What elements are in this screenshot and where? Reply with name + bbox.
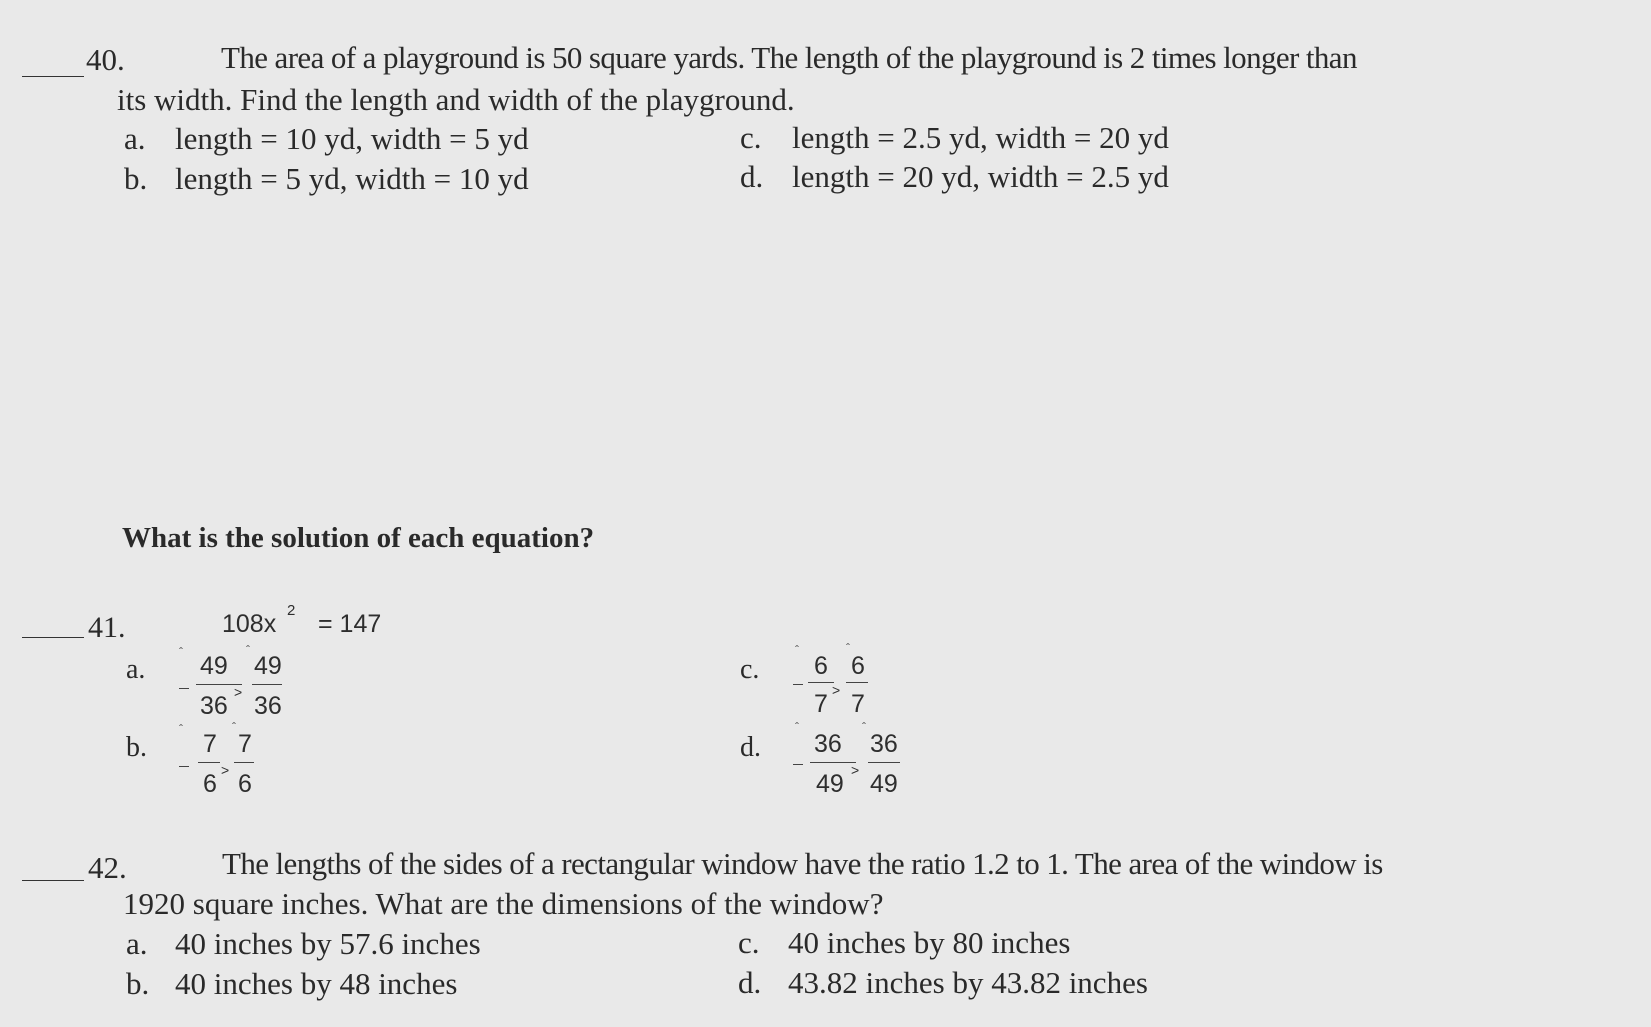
option-a-denominator-2: 36 <box>254 692 282 720</box>
answer-blank-40[interactable] <box>22 76 84 77</box>
option-letter-a: a. <box>126 654 146 685</box>
tick-mark: ˆ <box>179 645 183 659</box>
fraction-bar <box>868 762 900 763</box>
question-number: 41. <box>88 611 126 644</box>
option-letter-c: c. <box>740 120 762 155</box>
option-a-numerator-1: 49 <box>200 652 228 680</box>
section-heading: What is the solution of each equation? <box>122 522 595 554</box>
option-d-denominator-1: 49 <box>816 770 844 798</box>
fraction-bar <box>234 762 254 763</box>
option-letter-b: b. <box>126 966 150 1001</box>
option-b-text: length = 5 yd, width = 10 yd <box>175 161 529 196</box>
option-a-denominator-1: 36 <box>200 692 228 720</box>
option-b-denominator-2: 6 <box>238 770 252 798</box>
option-letter-c: c. <box>738 925 760 960</box>
minus-sign <box>179 766 189 767</box>
question-text-line1: The area of a playground is 50 square yards. The length of the playground is 2 times longer than <box>221 40 1357 75</box>
option-b-numerator-1: 7 <box>203 730 217 758</box>
comma-mark: ˃ <box>832 682 841 698</box>
option-d-numerator-2: 36 <box>870 730 898 758</box>
tick-mark: ˆ <box>179 722 183 736</box>
equation-rhs: = 147 <box>318 610 382 638</box>
option-letter-b: b. <box>124 161 148 196</box>
comma-mark: ˃ <box>851 762 860 778</box>
minus-sign <box>793 764 803 765</box>
option-d-text: 43.82 inches by 43.82 inches <box>788 965 1148 1000</box>
question-number: 42. <box>88 850 127 885</box>
option-letter-a: a. <box>126 926 148 961</box>
fraction-bar <box>808 682 834 683</box>
question-text-line1: The lengths of the sides of a rectangular window have the ratio 1.2 to 1. The area of the window is <box>222 846 1383 881</box>
answer-blank-42[interactable] <box>22 880 84 881</box>
question-text-line2: its width. Find the length and width of the playground. <box>117 82 795 117</box>
tick-mark: ˆ <box>795 643 799 657</box>
minus-sign <box>793 684 803 685</box>
tick-mark: ˆ <box>232 720 236 734</box>
option-letter-d: d. <box>738 965 762 1000</box>
fraction-bar <box>846 682 868 683</box>
option-c-numerator-1: 6 <box>814 652 828 680</box>
fraction-bar <box>810 762 856 763</box>
question-number: 40. <box>86 42 125 77</box>
tick-mark: ˆ <box>246 643 250 657</box>
option-b-numerator-2: 7 <box>238 730 252 758</box>
option-letter-d: d. <box>740 732 761 763</box>
option-c-denominator-1: 7 <box>814 690 828 718</box>
option-a-numerator-2: 49 <box>254 652 282 680</box>
option-b-text: 40 inches by 48 inches <box>175 966 458 1001</box>
option-letter-d: d. <box>740 159 764 194</box>
fraction-bar <box>252 684 282 685</box>
option-d-numerator-1: 36 <box>814 730 842 758</box>
tick-mark: ˆ <box>862 720 866 734</box>
equation-lhs: 108x <box>222 610 277 638</box>
tick-mark: ˆ <box>846 641 850 655</box>
equation-exponent: 2 <box>287 602 296 619</box>
answer-blank-41[interactable] <box>22 637 84 638</box>
option-a-text: length = 10 yd, width = 5 yd <box>175 121 529 156</box>
question-text-line2: 1920 square inches. What are the dimensions of the window? <box>123 886 884 921</box>
option-letter-b: b. <box>126 732 147 763</box>
option-a-text: 40 inches by 57.6 inches <box>175 926 481 961</box>
option-b-denominator-1: 6 <box>203 770 217 798</box>
option-d-text: length = 20 yd, width = 2.5 yd <box>792 159 1169 194</box>
option-letter-a: a. <box>124 121 146 156</box>
minus-sign <box>179 688 189 689</box>
tick-mark: ˆ <box>795 720 799 734</box>
comma-mark: ˃ <box>221 762 230 778</box>
comma-mark: ˃ <box>234 684 243 700</box>
option-c-text: 40 inches by 80 inches <box>788 925 1071 960</box>
option-letter-c: c. <box>740 654 760 685</box>
option-d-denominator-2: 49 <box>870 770 898 798</box>
option-c-text: length = 2.5 yd, width = 20 yd <box>792 120 1169 155</box>
option-c-numerator-2: 6 <box>851 652 865 680</box>
fraction-bar <box>198 762 220 763</box>
option-c-denominator-2: 7 <box>851 690 865 718</box>
